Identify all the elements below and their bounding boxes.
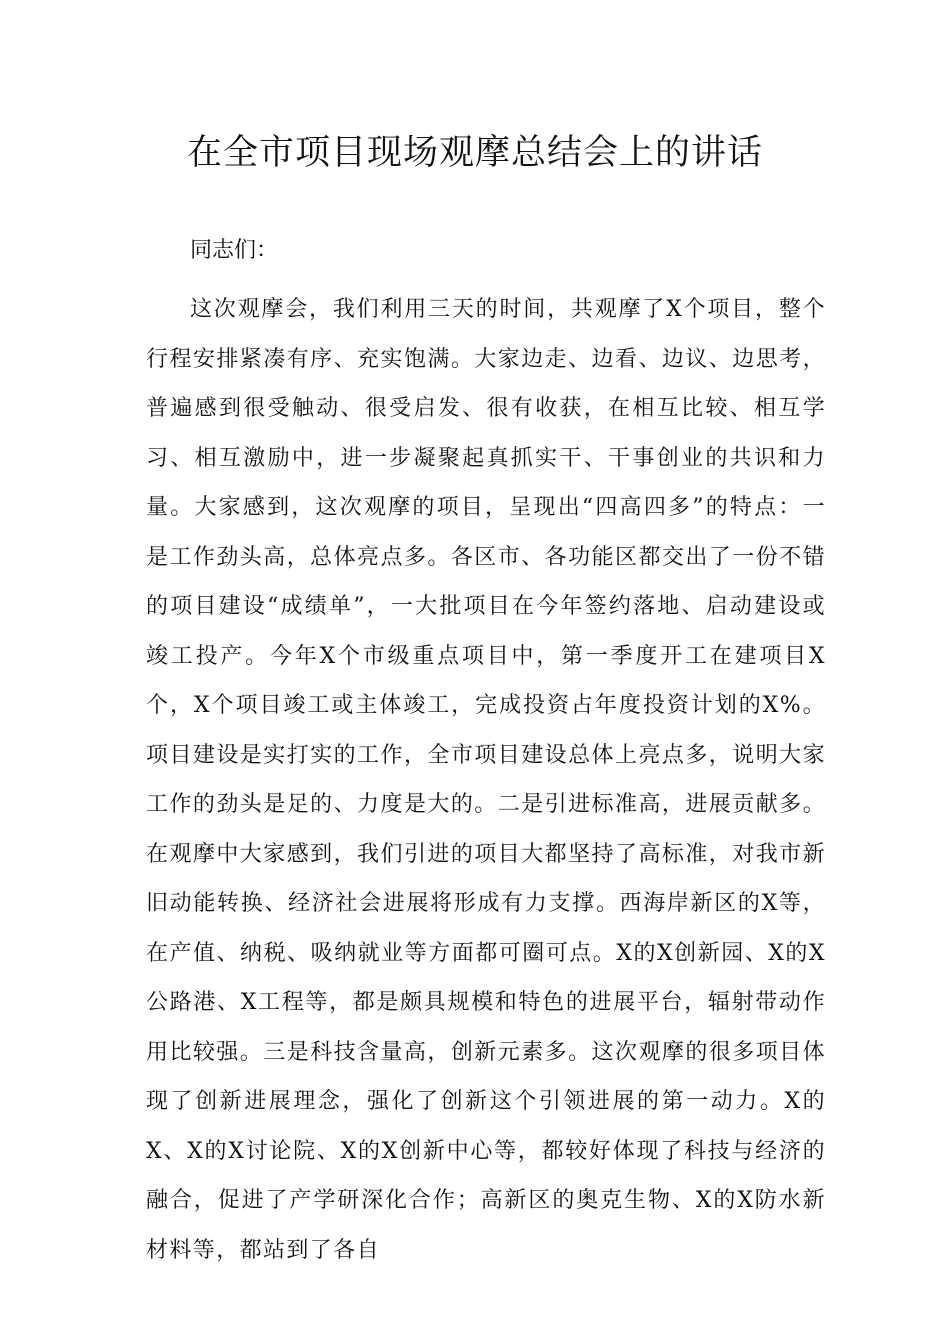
salutation: 同志们： xyxy=(190,238,279,263)
document-title: 在全市项目现场观摩总结会上的讲话 xyxy=(186,133,763,173)
body-paragraph: 这次观摩会，我们利用三天的时间，共观摩了X个项目，整个行程安排紧凑有序、充实饱满。大家边走、边看、边议、边思考，普遍感到很受触动、很受启发、很有收获，在相互比较、相互学习、相互激励中，进一步凝聚起真抓实干、干事创业的共识和力量。大家感到，这次观摩的项目，呈现出“四高四多”的特点：一是工作劲头高，总体亮点多。各区市、各功能区都交出了一份不错的项目建设“成绩单”，一大批项目在今年签约落地、启动建设或竣工投产。今年X个市级重点项目中，第一季度开工在建项目X个，X个项目竣工或主体竣工，完成投资占年度投资计划的X%。项目建设是实打实的工作，全市项目建设总体上亮点多，说明大家工作的劲头是足的、力度是大的。二是引进标准高，进展贡献多。在观摩中大家感到，我们引进的项目大都坚持了高标准，对我市新旧动能转换、经济社会进展将形成有力支撑。西海岸新区的X等，在产值、纳税、吸纳就业等方面都可圈可点。X的X创新园、X的X公路港、X工程等，都是颇具规模和特色的进展平台，辐射带动作用比较强。三是科技含量高，创新元素多。这次观摩的很多项目体现了创新进展理念，强化了创新这个引领进展的第一动力。X的X、X的X讨论院、X的X创新中心等，都较好体现了科技与经济的融合，促进了产学研深化合作；高新区的奥克生物、X的X防水新材料等，都站到了各自 xyxy=(146,297,826,1263)
